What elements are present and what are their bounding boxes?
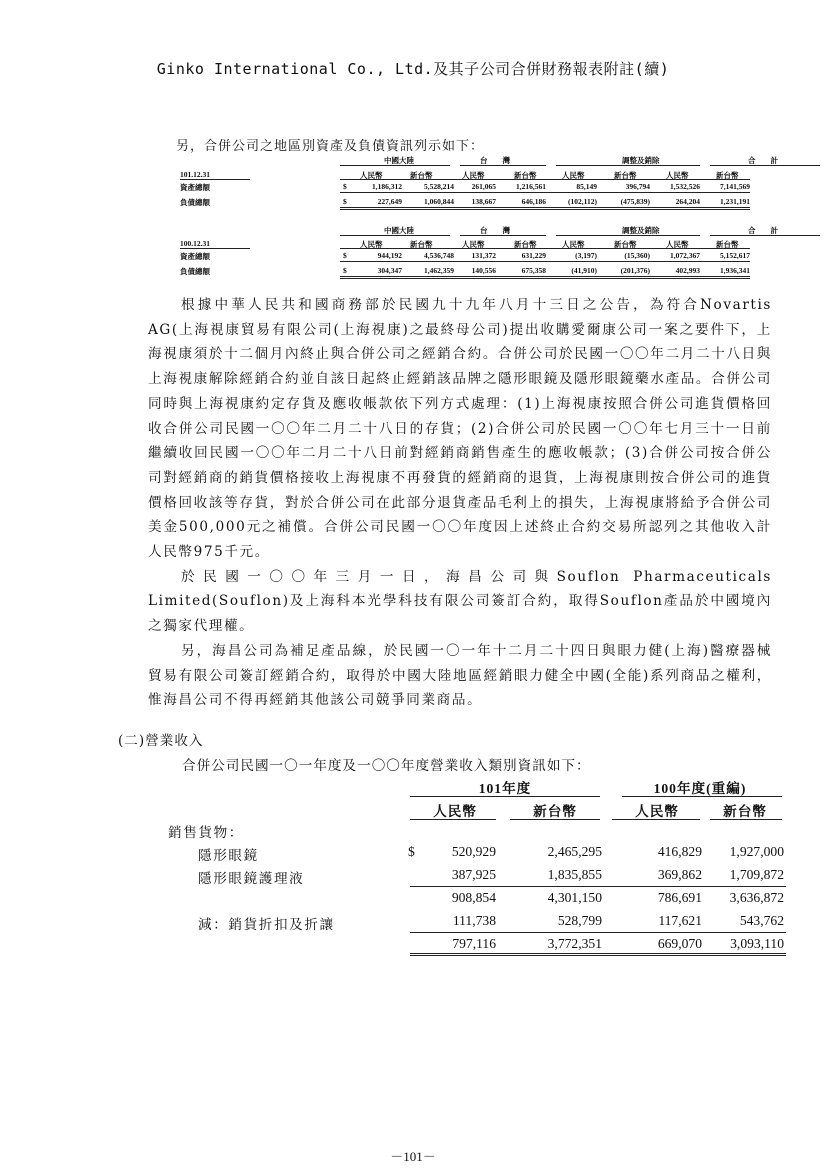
currency-header: 人民幣	[433, 804, 477, 819]
cell: 5,528,214	[424, 182, 454, 191]
currency-header: 人民幣	[635, 804, 679, 819]
cell: 131,372	[471, 251, 496, 260]
cell: 543,762	[739, 913, 784, 928]
cell: 227,649	[377, 197, 402, 206]
dollar-sign: $	[343, 266, 347, 275]
group-header: 合 計	[748, 226, 778, 235]
cell: 261,065	[471, 182, 496, 191]
date-label: 101.12.31	[180, 170, 210, 179]
cell: (201,376)	[620, 266, 650, 275]
dollar-sign: $	[408, 844, 417, 859]
group-header: 調整及銷除	[622, 226, 660, 235]
currency-header: 新台幣	[723, 804, 767, 819]
cell: 631,229	[521, 251, 546, 260]
group-header: 調整及銷除	[622, 156, 660, 165]
group-header: 台 灣	[480, 226, 510, 235]
cell: 140,556	[471, 266, 496, 275]
currency-header: 人民幣	[462, 240, 485, 249]
cell: (41,910)	[571, 266, 597, 275]
currency-header: 人民幣	[562, 171, 585, 180]
currency-header: 新台幣	[716, 171, 739, 180]
cell: (3,197)	[575, 251, 597, 260]
date-label: 100.12.31	[180, 239, 210, 248]
cell: 1,216,561	[516, 182, 546, 191]
cell: 786,691	[657, 890, 702, 905]
paragraph-novartis: 根據中華人民共和國商務部於民國九十九年八月十三日之公告，為符合Novartis AG(上海視康貿易有限公司(上海視康)之最終母公司)提出收購愛爾康公司一案之要件下，上海視康須於十二個月內終止與合併公司之經銷合約。合併公司於民國一〇〇年二月二十八日與上海視康解除經銷合約並自該日起終止經銷該品牌之隱形眼鏡及隱形眼鏡藥水產品。合併公司同時與上海視康約定存貨及應收帳款依下列方式處理：(1)上海視康按照合併公司進貨價格回收合併公司民國一〇〇年二月二十八日的存貨；(2)合併公司於民國一〇〇年七月三十一日前繼續收回民國一〇〇年二月二十八日前對經銷商銷售產生的應收帳款；(3)合併公司按合併公司對經銷商的銷貨價格接收上海視康不再發貨的經銷商的退貨，上海視康則按合併公司的進貨價格回收該等存貨，對於合併公司在此部分退貨產品毛利上的損失，上海視康將給予合併公司美金500,000元之補償。合併公司民國一〇〇年度因上述終止合約交易所認列之其他收入計人民幣975千元。	[148, 297, 772, 561]
row-label: 資產總額	[180, 183, 210, 192]
cell: 944,192	[377, 251, 402, 260]
cell: 111,738	[452, 913, 496, 928]
cell: 7,141,569	[720, 182, 750, 191]
cell: 4,536,748	[424, 251, 454, 260]
currency-header: 新台幣	[514, 240, 537, 249]
cell: 1,927,000	[729, 844, 784, 859]
region-intro: 另，合併公司之地區別資產及負債資訊列示如下：	[176, 139, 485, 154]
row-label: 隱形眼鏡	[198, 848, 259, 863]
cell: 1,936,341	[720, 266, 750, 275]
group-header: 中國大陸	[384, 156, 414, 165]
cell: (102,112)	[568, 197, 597, 206]
cell: 369,862	[657, 867, 702, 882]
currency-header: 新台幣	[410, 240, 433, 249]
cell: 1,186,312	[372, 182, 402, 191]
row-label: 隱形眼鏡護理液	[198, 871, 305, 886]
currency-header: 新台幣	[614, 240, 637, 249]
cell: 1,709,872	[729, 867, 784, 882]
currency-header: 新台幣	[716, 240, 739, 249]
dollar-sign: $	[343, 197, 347, 206]
row-label: 負債總額	[180, 198, 210, 207]
cell: 387,925	[451, 867, 496, 882]
row-label: 資產總額	[180, 252, 210, 261]
group-header: 中國大陸	[384, 226, 414, 235]
cell: 1,532,526	[670, 182, 700, 191]
cell: 402,993	[675, 266, 700, 275]
dollar-sign: $	[343, 182, 347, 191]
cell: 304,347	[377, 266, 402, 275]
cell: 675,358	[521, 266, 546, 275]
cell: 5,152,617	[720, 251, 750, 260]
section-heading: (二)營業收入	[118, 733, 204, 749]
cell: 85,149	[576, 182, 597, 191]
cell: 416,829	[657, 844, 702, 859]
currency-header: 新台幣	[514, 171, 537, 180]
currency-header: 人民幣	[462, 171, 485, 180]
cell: 520,929	[451, 844, 496, 859]
cell: 3,636,872	[729, 890, 784, 905]
year-header: 100年度(重編)	[653, 781, 747, 796]
paragraph-souflon: 於民國一〇〇年三月一日，海昌公司與Souflon Pharmaceuticals Limited(Souflon)及上海科本光學科技有限公司簽訂合約，取得Souflon產品於中國境內之獨家代理權。	[148, 568, 772, 635]
cell: 138,667	[471, 197, 496, 206]
cell: 1,231,191	[720, 197, 750, 206]
cell: 797,116	[452, 936, 496, 951]
cell: 396,794	[625, 182, 650, 191]
group-header: 合 計	[748, 156, 778, 165]
currency-header: 人民幣	[562, 240, 585, 249]
page-number: －101－	[390, 1149, 436, 1164]
currency-header: 新台幣	[410, 171, 433, 180]
cell: (475,839)	[620, 197, 650, 206]
cell: 528,799	[557, 913, 602, 928]
currency-header: 人民幣	[360, 240, 383, 249]
cell: 1,835,855	[547, 867, 602, 882]
group-header: 台 灣	[480, 156, 510, 165]
currency-header: 人民幣	[360, 171, 383, 180]
cell: 264,204	[675, 197, 700, 206]
row-label: 負債總額	[180, 267, 210, 276]
cell: 2,465,295	[547, 844, 602, 859]
dollar-sign: $	[343, 251, 347, 260]
currency-header: 人民幣	[666, 240, 689, 249]
cell: 646,186	[521, 197, 546, 206]
cell: 3,093,110	[730, 936, 784, 951]
cell: (15,360)	[624, 251, 650, 260]
revenue-intro: 合併公司民國一〇一年度及一〇〇年度營業收入類別資訊如下：	[182, 758, 591, 774]
cell: 3,772,351	[547, 936, 602, 951]
page-title: Ginko International Co., Ltd.及其子公司合併財務報表附註(續)	[156, 60, 670, 78]
category-label: 銷售貨物：	[168, 825, 244, 840]
cell: 1,072,367	[670, 251, 700, 260]
cell: 4,301,150	[547, 890, 602, 905]
paragraph-haichang: 另，海昌公司為補足產品線，於民國一〇一年十二月二十四日與眼力健(上海)醫療器械貿易有限公司簽訂經銷合約，取得於中國大陸地區經銷眼力健全中國(全能)系列商品之權利，惟海昌公司不得再經銷其他該公司競爭同業商品。	[148, 642, 772, 709]
cell: 117,621	[658, 913, 702, 928]
row-label: 減：銷貨折扣及折讓	[198, 917, 335, 932]
cell: 1,060,844	[424, 197, 454, 206]
currency-header: 新台幣	[614, 171, 637, 180]
currency-header: 人民幣	[666, 171, 689, 180]
cell: 669,070	[657, 936, 702, 951]
cell: 908,854	[451, 890, 496, 905]
cell: 1,462,359	[424, 266, 454, 275]
currency-header: 新台幣	[533, 804, 577, 819]
year-header: 101年度	[478, 781, 532, 796]
